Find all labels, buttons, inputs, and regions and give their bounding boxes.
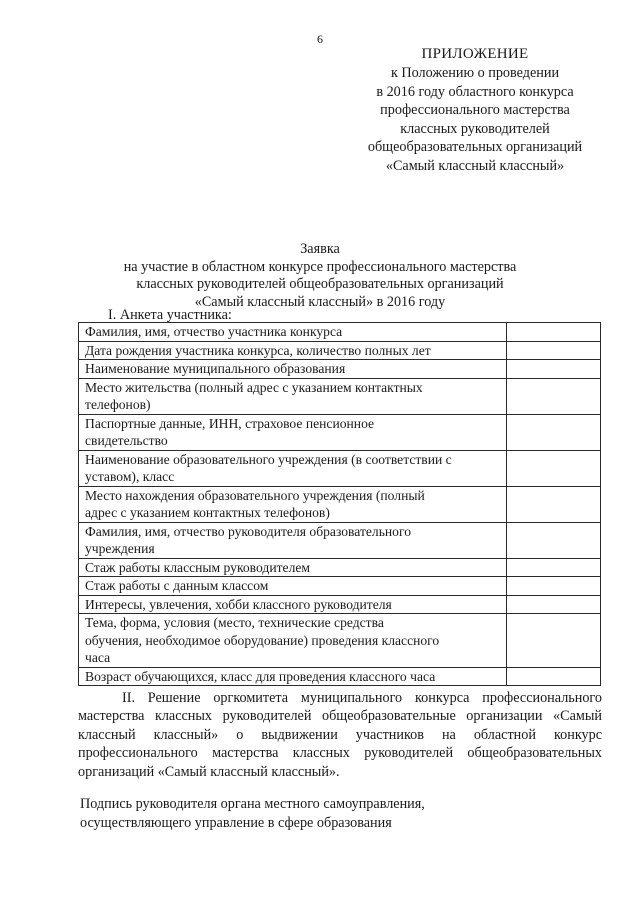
form-field-label <box>79 667 507 686</box>
form-field-value[interactable] <box>507 450 601 486</box>
form-field-value[interactable] <box>507 360 601 379</box>
form-row <box>79 450 601 486</box>
form-row <box>79 378 601 414</box>
form-field-line: Интересы, увлечения, хобби классного руководителя <box>85 596 392 612</box>
form-field-value[interactable] <box>507 614 601 668</box>
form-field-value[interactable] <box>507 378 601 414</box>
application-line: на участие в областном конкурсе профессионального мастерства <box>123 258 517 275</box>
form-field-value[interactable] <box>507 323 601 342</box>
participant-form-table <box>78 322 601 686</box>
form-field-label <box>79 486 507 522</box>
form-field-line: Стаж работы классным руководителем <box>85 559 310 575</box>
form-field-value[interactable] <box>507 667 601 686</box>
form-field-line: учреждения <box>85 541 155 556</box>
form-field-value[interactable] <box>507 577 601 596</box>
form-field-line: Фамилия, имя, отчество руководителя образовательного <box>85 523 412 539</box>
form-field-line: Тема, форма, условия (место, технические средства <box>85 615 384 630</box>
application-heading <box>0 241 640 311</box>
form-field-line: телефонов) <box>85 397 151 412</box>
form-field-label <box>79 360 507 379</box>
form-field-value[interactable] <box>507 522 601 558</box>
form-field-line: Паспортные данные, ИНН, страховое пенсионное <box>85 415 375 431</box>
appendix-line: профессионального мастерства <box>380 102 570 118</box>
form-field-label <box>79 378 507 414</box>
form-row <box>79 522 601 558</box>
appendix-line: «Самый классный классный» <box>385 157 565 174</box>
form-row <box>79 414 601 450</box>
form-field-label <box>79 341 507 360</box>
form-field-label <box>79 558 507 577</box>
section-1-title: I. Анкета участника: <box>108 307 232 323</box>
form-field-value[interactable] <box>507 486 601 522</box>
form-field-line: уставом), класс <box>85 469 175 484</box>
form-field-label <box>79 595 507 614</box>
form-row <box>79 614 601 668</box>
form-row <box>79 323 601 342</box>
page-number: 6 <box>317 32 323 46</box>
signature-line-1: Подпись руководителя органа местного самоуправления, <box>80 796 425 812</box>
form-row <box>79 486 601 522</box>
appendix-line: общеобразовательных организаций <box>367 139 583 155</box>
form-row <box>79 595 601 614</box>
form-field-line: обучения, необходимое оборудование) проведения классного <box>85 632 440 648</box>
form-field-label <box>79 522 507 558</box>
form-field-line: Место нахождения образовательного учреждения (полный <box>85 487 425 503</box>
form-field-line: Наименование муниципального образования <box>85 361 346 376</box>
form-field-value[interactable] <box>507 595 601 614</box>
form-row <box>79 667 601 686</box>
form-field-line: адрес с указанием контактных телефонов) <box>85 505 330 520</box>
form-row <box>79 577 601 596</box>
form-field-value[interactable] <box>507 414 601 450</box>
signature-block <box>80 795 425 833</box>
form-field-line: Фамилия, имя, отчество участника конкурса <box>85 324 343 339</box>
application-line: классных руководителей общеобразовательных организаций <box>136 276 504 293</box>
appendix-header <box>340 44 610 175</box>
appendix-line: в 2016 году областного конкурса <box>376 83 574 100</box>
section-2-body: II. Решение оргкомитета муниципального конкурса профессионального мастерства классных руководителей общеобразовательные организации «Самый классный классный» о выдвижении участников на областной конкурс профессионального мастерства классных руководителей общеобразовательных организаций «Самый классный классный». <box>78 690 602 780</box>
form-field-line: часа <box>85 650 111 665</box>
form-field-line: Наименование образовательного учреждения (в соответствии с <box>85 451 452 467</box>
form-field-label <box>79 414 507 450</box>
form-field-value[interactable] <box>507 558 601 577</box>
form-body <box>79 323 601 686</box>
form-field-label <box>79 323 507 342</box>
form-field-value[interactable] <box>507 341 601 360</box>
form-field-line: Место жительства (полный адрес с указанием контактных <box>85 379 423 395</box>
appendix-line: классных руководителей <box>400 120 550 137</box>
form-row <box>79 360 601 379</box>
form-field-line: Стаж работы с данным классом <box>85 578 269 593</box>
application-line: «Самый классный классный» в 2016 году <box>194 293 446 310</box>
application-title: Заявка <box>300 241 340 257</box>
form-field-line: Дата рождения участника конкурса, количество полных лет <box>85 342 431 358</box>
form-field-line: Возраст обучающихся, класс для проведения классного часа <box>85 668 436 684</box>
section-2-text <box>78 689 602 781</box>
appendix-title: ПРИЛОЖЕНИЕ <box>421 46 529 62</box>
form-row <box>79 341 601 360</box>
form-field-label <box>79 614 507 668</box>
form-field-line: свидетельство <box>85 433 168 448</box>
signature-line-2: осуществляющего управление в сфере образования <box>80 815 392 831</box>
form-field-label <box>79 450 507 486</box>
form-row <box>79 558 601 577</box>
appendix-line: к Положению о проведении <box>390 65 560 81</box>
form-field-label <box>79 577 507 596</box>
